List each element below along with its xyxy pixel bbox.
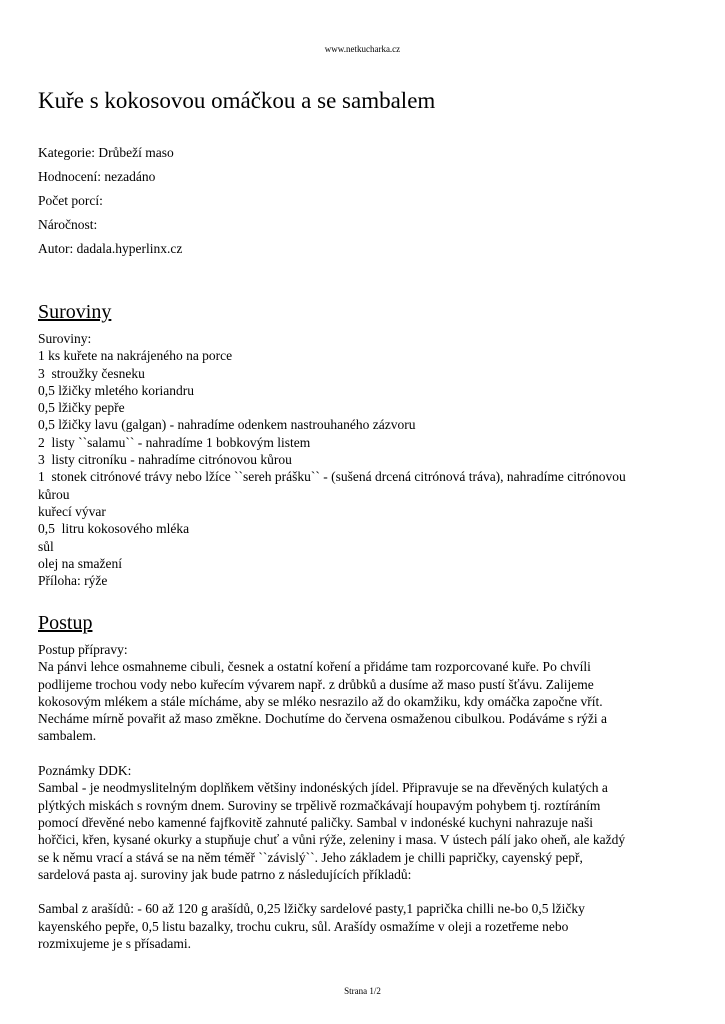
procedure-line: plýtkých miskách s rovným dnem. Suroviny se trpělivě rozmačkávají houpavým pohybem tj. roztíráním <box>38 797 601 813</box>
procedure-line: Sambal z arašídů: - 60 až 120 g arašídů, 0,25 lžičky sardelové pasty,1 paprička chilli ne-bo 0,5 lžičky <box>38 901 585 917</box>
procedure-line: Na pánvi lehce osmahneme cibuli, česnek a ostatní koření a přidáme tam rozporcované kuře. Po chvíli <box>38 659 591 675</box>
procedure-line: sardelová pasta aj. suroviny jak bude patrno z následujících příkladů: <box>38 866 412 882</box>
procedure-heading: Postup <box>38 612 93 634</box>
procedure-line: Postup přípravy: <box>38 642 128 657</box>
procedure-line <box>38 883 688 900</box>
ingredient-line: 1 stonek citrónové trávy nebo lžíce ``sereh prášku`` - (sušená drcená citrónová tráva), nahradíme citrónovou <box>38 469 626 485</box>
meta-difficulty: Náročnost: <box>38 217 98 232</box>
procedure-line <box>38 745 688 762</box>
ingredient-line: 3 stroužky česneku <box>38 365 145 381</box>
ingredient-line: kuřecí vývar <box>38 503 106 519</box>
procedure-text <box>38 641 688 952</box>
procedure-line: podlijeme trochou vody nebo kuřecím vývarem např. z drůbků a dusíme až maso pustí šťávu. Zalijeme <box>38 676 594 692</box>
procedure-line: rozmixujeme je s přísadami. <box>38 936 191 952</box>
procedure-line: se k němu vrací a stává se na něm téměř ``závislý``. Jeho základem je chilli papričky, cayenský pepř, <box>38 849 583 865</box>
procedure-line: Necháme mírně povařit až maso změkne. Dochutíme do červena osmaženou cibulkou. Podáváme s rýži a <box>38 711 608 727</box>
procedure-line: kayenského pepře, 0,5 listu bazalky, trochu cukru, sůl. Arašídy osmažíme v oleji a rozetřeme nebo <box>38 918 569 934</box>
meta-rating: Hodnocení: nezadáno <box>38 169 156 184</box>
site-url: www.netkucharka.cz <box>324 44 401 54</box>
ingredients-heading: Suroviny <box>38 301 112 323</box>
ingredient-line: 2 listy ``salamu`` - nahradíme 1 bobkovým listem <box>38 434 311 450</box>
ingredient-line: 0,5 litru kokosového mléka <box>38 521 190 537</box>
page-number: Strana 1/2 <box>344 986 381 996</box>
recipe-meta <box>38 144 182 264</box>
meta-category: Kategorie: Drůbeží maso <box>38 145 174 160</box>
procedure-line: Sambal - je neodmyslitelným doplňkem většiny indonéských jídel. Připravuje se na dřevěných kulatých a <box>38 780 608 796</box>
ingredient-line: olej na smažení <box>38 555 122 571</box>
procedure-line: pomocí dřevěné nebo kamenné fajfkovitě zahnuté paličky. Sambal v indonéské kuchyni nahrazuje naši <box>38 814 594 830</box>
meta-author: Autor: dadala.hyperlinx.cz <box>38 241 183 256</box>
ingredient-line: kůrou <box>38 486 70 502</box>
ingredient-line: Suroviny: <box>38 331 92 346</box>
procedure-line: hořčici, křen, kysané okurky a stupňuje chuť a vůni rýže, zeleniny i masa. V ústech pálí jako oheň, ale každý <box>38 832 626 848</box>
recipe-title: Kuře s kokosovou omáčkou a se sambalem <box>38 88 436 113</box>
ingredient-line: 3 listy citroníku - nahradíme citrónovou kůrou <box>38 452 292 468</box>
ingredient-line: sůl <box>38 538 54 554</box>
ingredient-line: 0,5 lžičky lavu (galgan) - nahradíme odenkem nastrouhaného zázvoru <box>38 417 416 433</box>
ingredient-line: 0,5 lžičky mletého koriandru <box>38 382 194 398</box>
ingredient-line: Příloha: rýže <box>38 573 108 589</box>
ingredient-line: 0,5 lžičky pepře <box>38 400 125 416</box>
ingredient-line: 1 ks kuřete na nakrájeného na porce <box>38 348 233 364</box>
procedure-line: kokosovým mlékem a stále mícháme, aby se mléko nesrazilo až do okamžiku, kdy omáčka započne vřít. <box>38 693 603 709</box>
procedure-line: sambalem. <box>38 728 97 744</box>
ingredients-list <box>38 330 688 589</box>
procedure-line: Poznámky DDK: <box>38 763 132 779</box>
meta-servings: Počet porcí: <box>38 193 103 208</box>
